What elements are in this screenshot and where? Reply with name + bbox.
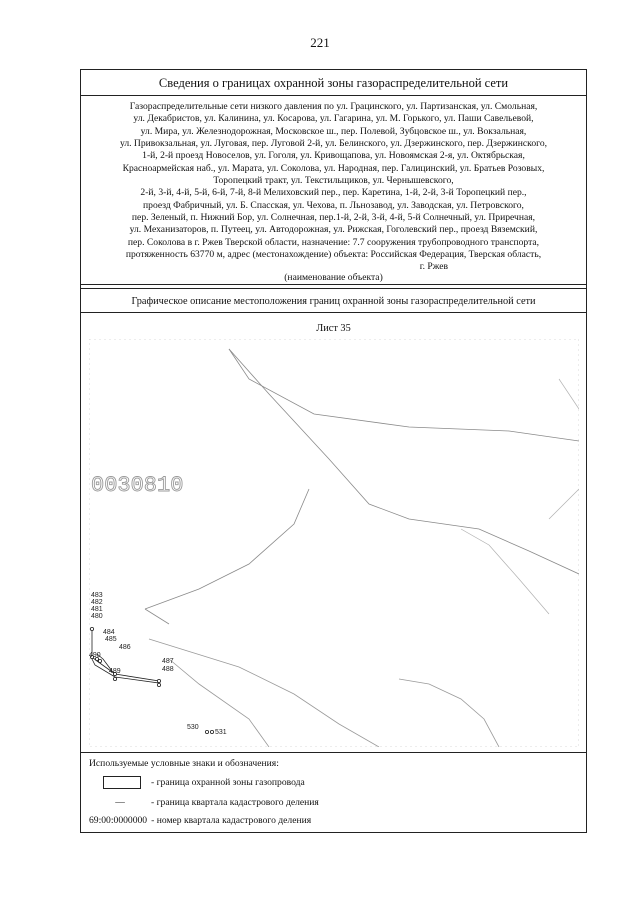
legend-item-quarter-number — [89, 814, 311, 828]
description-line: ул. Привокзальная, ул. Луговая, пер. Луговой 2-й, ул. Белинского, ул. Дзержинского, пер. Дзержинского, — [119, 138, 548, 150]
cadastral-map — [89, 339, 579, 747]
point-label: 484 — [103, 629, 115, 636]
zone-boundary-symbol — [103, 776, 141, 789]
divider — [81, 284, 586, 285]
point-label: 530 — [187, 724, 199, 731]
description-line: ул. Декабристов, ул. Калинина, ул. Косарова, ул. Гагарина, ул. М. Горького, ул. Паши Савельевой, — [133, 113, 534, 125]
quarter-boundary-line — [399, 679, 499, 747]
protection-zone-outline — [91, 629, 159, 683]
legend-item-quarter-boundary — [89, 796, 319, 810]
quarter-boundary-line — [549, 489, 579, 519]
point-label: 486 — [119, 644, 131, 651]
quarter-boundary-line — [149, 639, 379, 747]
quarter-number-symbol: 69:00:0000000 — [89, 815, 148, 826]
legend-item-text: - граница квартала кадастрового деления — [151, 797, 319, 808]
point-label: 480 — [91, 613, 103, 620]
description-line: Торопецкий тракт, ул. Текстильщиков, ул. Чернышевского, — [213, 175, 454, 187]
description-line: Красноармейская наб., ул. Марата, ул. Соколова, ул. Народная, пер. Галицинский, ул. Братьев Розовых, — [122, 162, 545, 174]
graphic-description-title: Графическое описание местоположения границ охранной зоны газораспределительной сети — [81, 288, 586, 313]
legend — [81, 753, 586, 833]
description-line: пер. Соколова в г. Ржев Тверской области, назначение: 7.7 сооружения трубопроводного транспорта, — [127, 236, 540, 248]
point-label: 490 — [89, 652, 101, 659]
map-sheet — [81, 313, 586, 753]
document-title: Сведения о границах охранной зоны газораспределительной сети — [81, 70, 586, 96]
description-line: 1-й, 2-й проезд Новоселов, ул. Гоголя, ул. Кривощапова, ул. Новоямская 2-я, ул. Октябрьская, — [142, 150, 525, 162]
legend-title: Используемые условные знаки и обозначения: — [89, 758, 279, 769]
description-line: протяженность 63770 м, адрес (местонахождение) объекта: Российская Федерация, Тверская область, — [125, 249, 542, 261]
quarter-boundary-line — [559, 379, 579, 409]
description-line: проезд Фабричный, ул. Б. Спасская, ул. Чехова, п. Льнозавод, ул. Заводская, ул. Петровского, — [143, 199, 524, 211]
description-line: ул. Мира, ул. Железнодорожная, Московское ш., пер. Полевой, Зубцовское ш., ул. Вокзальная, — [140, 125, 527, 137]
document-frame — [80, 69, 587, 833]
point-label: 481 — [91, 606, 103, 613]
description-line: пер. Зеленый, п. Нижний Бор, ул. Солнечная, пер.1-й, 2-й, 3-й, 4-й, 5-й Солнечный, ул. Приречная, — [131, 212, 536, 224]
map-border — [89, 339, 579, 747]
quarter-boundary-line — [145, 609, 169, 624]
description-line: Газораспределительные сети низкого давления по ул. Грацинского, ул. Партизанская, ул. Смольная, — [129, 101, 538, 112]
quarter-boundary-symbol: — — [115, 797, 125, 808]
quarter-boundary-line — [461, 529, 549, 614]
point-label: 485 — [105, 636, 117, 643]
quarter-boundary-line — [229, 349, 579, 574]
point-label: 531 — [215, 729, 227, 736]
sheet-label: Лист 35 — [316, 323, 351, 334]
legend-item-text: - граница охранной зоны газопровода — [151, 777, 305, 788]
page-number: 221 — [310, 35, 330, 50]
description-line: ул. Механизаторов, п. Путеец, ул. Автодорожная, ул. Рижская, Гоголевский пер., проезд Вяземский, — [129, 224, 538, 236]
object-name-label: (наименование объекта) — [284, 272, 383, 283]
quarter-number-watermark: 0030810 — [91, 473, 184, 498]
point-label: 488 — [162, 666, 174, 673]
legend-item-zone-boundary — [89, 776, 305, 790]
quarter-boundary-line — [145, 489, 309, 609]
quarter-boundary-line — [229, 349, 579, 441]
point-label: 483 — [91, 592, 103, 599]
legend-item-text: - номер квартала кадастрового деления — [151, 815, 312, 826]
point-label: 482 — [91, 599, 103, 606]
point-label: 489 — [109, 668, 121, 675]
description-line: г. Ржев — [419, 261, 448, 273]
description-line: 2-й, 3-й, 4-й, 5-й, 6-й, 7-й, 8-й Мелиховский пер., пер. Каретина, 1-й, 2-й, 3-й Торопецкий пер., — [140, 187, 527, 199]
point-label: 487 — [162, 658, 174, 665]
